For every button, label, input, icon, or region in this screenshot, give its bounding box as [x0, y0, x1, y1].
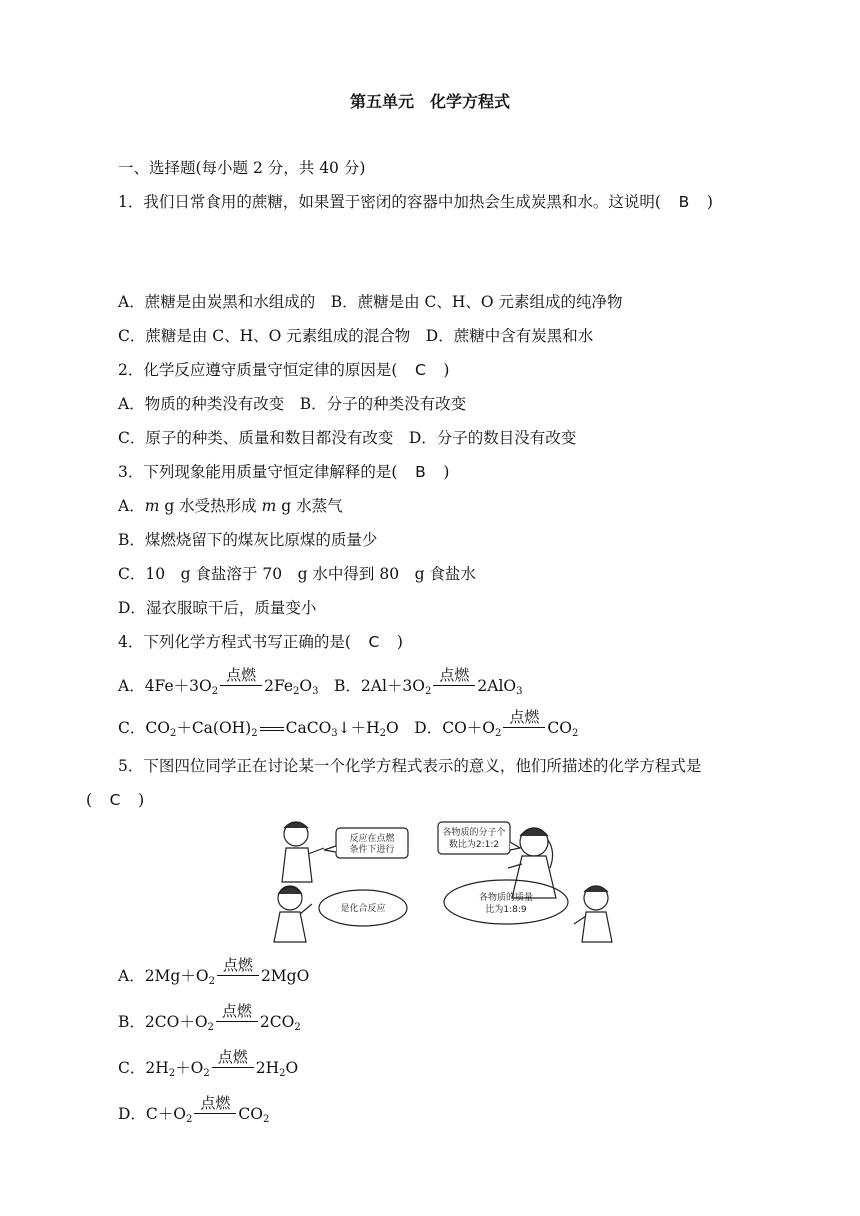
question-5-option-c: C．$2H_2+O_2$ 点燃 $2H_2O$ — [118, 1048, 299, 1079]
question-3-option-b: B．煤燃烧留下的煤灰比原煤的质量少 — [118, 531, 378, 549]
bubble-3-text: 是化合反应 — [340, 904, 386, 914]
reaction-condition-arrow: 点燃 — [431, 676, 477, 696]
bubble-2-line-2: 数比为2:1:2 — [448, 840, 500, 850]
question-2-option-c-d: C．原子的种类、质量和数目都没有改变 D．分子的数目没有改变 — [118, 429, 577, 447]
question-1-option-a-b: A．蔗糖是由炭黑和水组成的 B．蔗糖是由 C、H、O 元素组成的纯净物 — [118, 293, 623, 311]
question-4-answer: C — [368, 633, 380, 651]
reaction-condition-arrow: 点燃 — [210, 1058, 256, 1078]
page-title: 第五单元 化学方程式 — [349, 92, 510, 111]
question-5-option-d: D．$C+O_2$ 点燃 $CO_2$ — [118, 1094, 270, 1125]
section-heading: 一、选择题(每小题 2 分，共 40 分) — [118, 159, 366, 177]
question-3-option-c: C．10 g 食盐溶于 70 g 水中得到 80 g 食盐水 — [118, 565, 476, 583]
question-3-stem: 3．下列现象能用质量守恒定律解释的是( B ) — [118, 463, 450, 481]
equals-sign — [258, 718, 286, 738]
girl-bottom-left-figure — [274, 886, 312, 942]
question-5-stem: 5．下图四位同学正在讨论某一个化学方程式表示的意义，他们所描述的化学方程式是 — [118, 757, 702, 775]
question-3-option-d: D．湿衣服晾干后，质量变小 — [118, 599, 317, 617]
bubble-4-line-1: 各物质的质量 — [478, 893, 534, 903]
reaction-condition-arrow: 点燃 — [215, 966, 261, 986]
question-3-answer: B — [415, 463, 426, 481]
question-1-stem: 1．我们日常食用的蔗糖，如果置于密闭的容器中加热会生成炭黑和水。这说明( B ) — [118, 193, 713, 211]
question-5-option-b: B．$2CO+O_2$ 点燃 $2CO_2$ — [118, 1002, 301, 1033]
question-4-stem: 4．下列化学方程式书写正确的是( C ) — [118, 633, 403, 651]
question-4-option-a-b: A．$4Fe+3O_2$ 点燃 $2Fe_2O_3$ B．$2Al+3O_2$ 点燃 2AlO$_3$ — [118, 666, 523, 697]
boy-top-left-figure — [282, 822, 324, 882]
question-1-answer: B — [678, 193, 690, 211]
discussion-illustration — [266, 812, 620, 952]
question-2-option-a-b: A．物质的种类没有改变 B．分子的种类没有改变 — [118, 395, 467, 413]
question-3-option-a: A．m g 水受热形成 m g 水蒸气 — [118, 497, 343, 515]
bubble-2-line-1: 各物质的分子个 — [442, 828, 506, 838]
reaction-condition-arrow: 点燃 — [218, 676, 264, 696]
reaction-condition-arrow: 点燃 — [501, 718, 547, 738]
bubble-1-line-2: 条件下进行 — [349, 845, 395, 855]
question-5-option-a: A．$2Mg+O_2$ 点燃 2MgO — [118, 956, 310, 987]
reaction-condition-arrow: 点燃 — [192, 1104, 238, 1124]
reaction-condition-arrow: 点燃 — [214, 1012, 260, 1032]
question-5-answer-line: ( C ) — [86, 791, 145, 809]
question-4-option-c-d: C．$CO_2+Ca(OH)_2$ $CaCO_3↓+H_2O$ D．$CO+O_2$ 点燃 $CO_2$ — [118, 708, 579, 739]
question-1-option-c-d: C．蔗糖是由 C、H、O 元素组成的混合物 D．蔗糖中含有炭黑和水 — [118, 327, 594, 345]
bubble-1-line-1: 反应在点燃 — [349, 834, 395, 844]
question-2-stem: 2．化学反应遵守质量守恒定律的原因是( C ) — [118, 361, 450, 379]
question-5-answer: C — [109, 791, 121, 809]
question-2-answer: C — [415, 361, 426, 379]
bubble-4-line-2: 比为1:8:9 — [485, 905, 527, 915]
boy-bottom-right-figure — [574, 886, 612, 942]
girl-top-right-figure — [508, 828, 556, 898]
